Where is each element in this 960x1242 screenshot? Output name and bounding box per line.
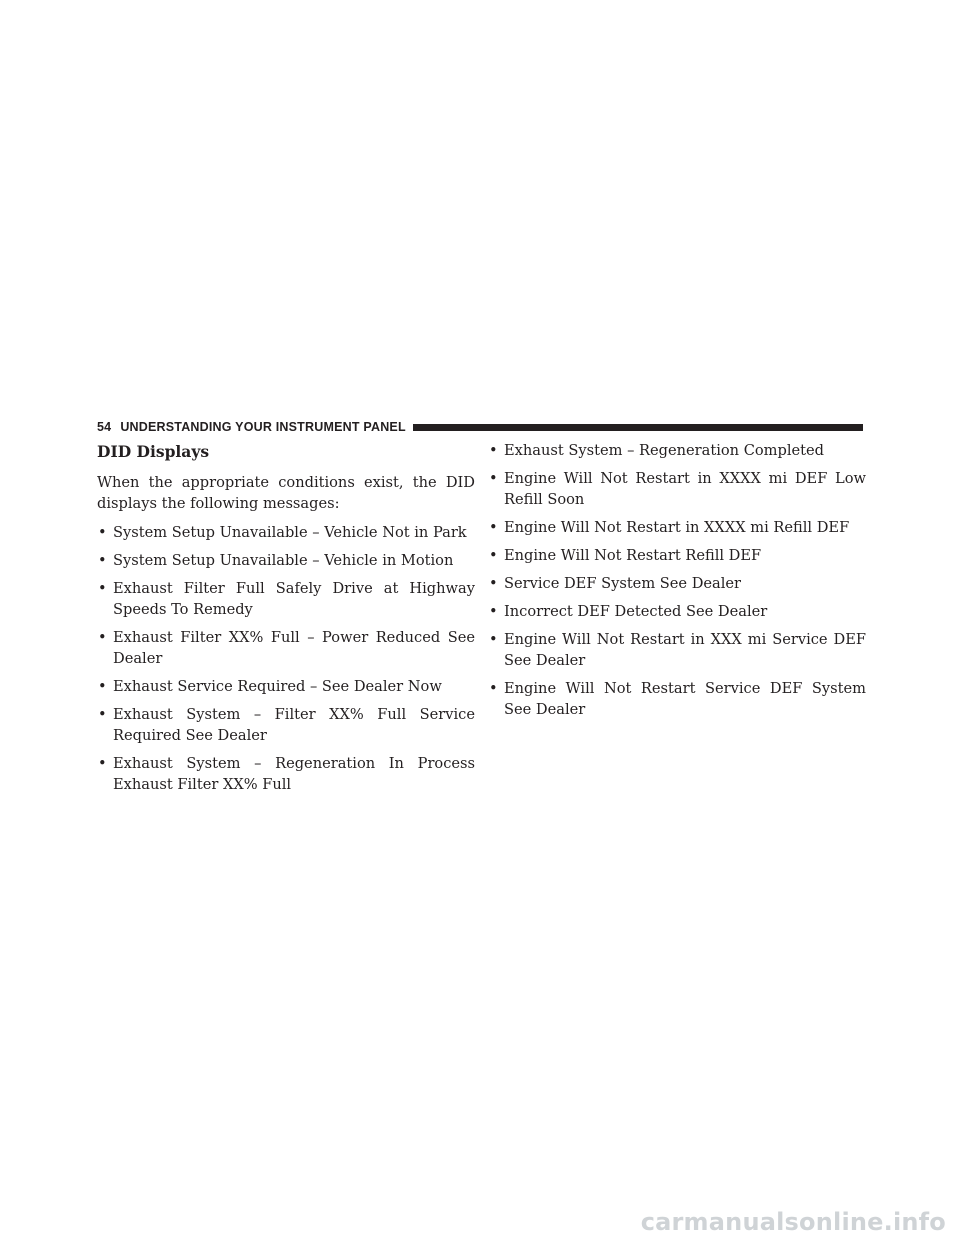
list-item-text: Engine Will Not Restart Service DEF System See Dealer xyxy=(504,680,866,718)
list-item-text: Engine Will Not Restart in XXXX mi DEF Low Refill Soon xyxy=(504,470,866,508)
bullet-icon: • xyxy=(489,631,498,648)
message-list-right xyxy=(488,440,866,720)
list-item xyxy=(97,676,475,697)
bullet-icon: • xyxy=(489,575,498,592)
bullet-icon: • xyxy=(98,552,107,569)
list-item-text: Exhaust Filter XX% Full – Power Reduced See Dealer xyxy=(113,629,475,667)
list-item xyxy=(97,627,475,669)
left-column xyxy=(97,440,475,802)
list-item-text: Engine Will Not Restart in XXXX mi Refill DEF xyxy=(504,519,850,536)
page-number: 54 xyxy=(97,420,112,434)
list-item-text: Exhaust System – Regeneration In Process Exhaust Filter XX% Full xyxy=(113,755,475,793)
list-item xyxy=(97,704,475,746)
list-item-text: Engine Will Not Restart Refill DEF xyxy=(504,547,762,564)
bullet-icon: • xyxy=(489,603,498,620)
bullet-icon: • xyxy=(489,442,498,459)
list-item xyxy=(488,468,866,510)
right-column xyxy=(488,440,866,727)
list-item xyxy=(488,573,866,594)
list-item-text: Exhaust Service Required – See Dealer Now xyxy=(113,678,442,695)
list-item-text: System Setup Unavailable – Vehicle in Motion xyxy=(113,552,454,569)
section-heading: DID Displays xyxy=(97,442,210,461)
list-item-text: Exhaust System – Regeneration Completed xyxy=(504,442,824,459)
list-item xyxy=(488,545,866,566)
list-item xyxy=(97,578,475,620)
list-item-text: System Setup Unavailable – Vehicle Not in Park xyxy=(113,524,467,541)
bullet-icon: • xyxy=(98,706,107,723)
list-item-text: Engine Will Not Restart in XXX mi Service DEF See Dealer xyxy=(504,631,866,669)
list-item-text: Exhaust System – Filter XX% Full Service Required See Dealer xyxy=(113,706,475,744)
watermark-logo: carmanualsonline.info xyxy=(640,1208,946,1236)
list-item xyxy=(97,753,475,795)
list-item-text: Incorrect DEF Detected See Dealer xyxy=(504,603,768,620)
bullet-icon: • xyxy=(489,519,498,536)
list-item-text: Exhaust Filter Full Safely Drive at Highway Speeds To Remedy xyxy=(113,580,475,618)
bullet-icon: • xyxy=(489,547,498,564)
section-title: UNDERSTANDING YOUR INSTRUMENT PANEL xyxy=(120,420,406,434)
bullet-icon: • xyxy=(489,470,498,487)
list-item xyxy=(488,629,866,671)
list-item xyxy=(488,517,866,538)
intro-paragraph: When the appropriate conditions exist, the DID displays the following messages: xyxy=(97,474,475,512)
list-item xyxy=(488,440,866,461)
list-item xyxy=(488,678,866,720)
bullet-icon: • xyxy=(98,580,107,597)
message-list-left xyxy=(97,522,475,795)
list-item xyxy=(97,522,475,543)
bullet-icon: • xyxy=(489,680,498,697)
bullet-icon: • xyxy=(98,524,107,541)
list-item-text: Service DEF System See Dealer xyxy=(504,575,742,592)
page-header xyxy=(97,418,863,436)
header-rule xyxy=(413,424,863,431)
list-item xyxy=(97,550,475,571)
bullet-icon: • xyxy=(98,755,107,772)
list-item xyxy=(488,601,866,622)
bullet-icon: • xyxy=(98,629,107,646)
bullet-icon: • xyxy=(98,678,107,695)
